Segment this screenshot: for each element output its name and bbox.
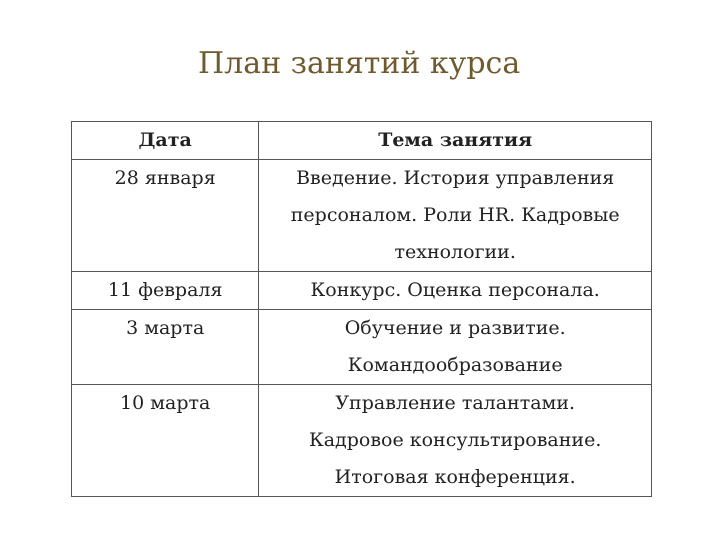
- topic-line: персоналом. Роли HR. Кадровые: [290, 204, 620, 226]
- page-title: План занятий курса: [198, 46, 521, 81]
- row-topic: [259, 272, 652, 310]
- topic-line: Обучение и развитие.: [344, 317, 566, 339]
- table-header-row: [72, 122, 652, 160]
- row-date: 11 февраля: [72, 272, 259, 310]
- row-topic: [259, 310, 652, 385]
- table-row: [72, 310, 652, 385]
- table-row: [72, 160, 652, 272]
- row-date: 10 марта: [72, 385, 259, 497]
- topic-line: Кадровое консультирование.: [308, 429, 602, 451]
- column-header-date: Дата: [72, 122, 259, 160]
- topic-line: Управление талантами.: [335, 392, 576, 414]
- row-date: 28 января: [72, 160, 259, 272]
- column-header-topic: Тема занятия: [259, 122, 652, 160]
- topic-line: Командообразование: [347, 354, 563, 376]
- schedule-table: [71, 121, 652, 497]
- row-date: 3 марта: [72, 310, 259, 385]
- table-row: [72, 385, 652, 497]
- table-row: [72, 272, 652, 310]
- topic-line: Введение. История управления: [296, 167, 615, 189]
- topic-line: Итоговая конференция.: [334, 466, 576, 488]
- row-topic: [259, 160, 652, 272]
- topic-line: Конкурс. Оценка персонала.: [310, 279, 600, 301]
- topic-line: технологии.: [394, 241, 516, 263]
- row-topic: [259, 385, 652, 497]
